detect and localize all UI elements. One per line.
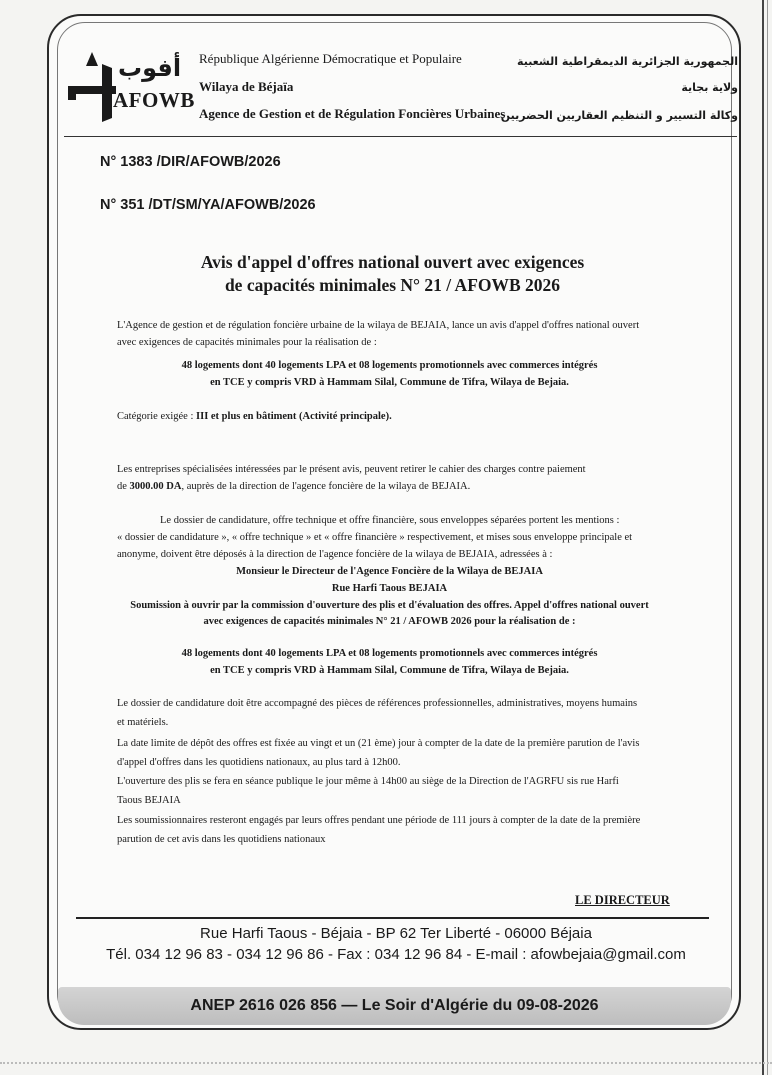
addressee-line1: Monsieur le Directeur de l'Agence Foncière de la Wilaya de BEJAIA	[236, 566, 543, 577]
companies-line2-prefix: de	[117, 481, 130, 492]
logo-arabic-text: أفوب	[118, 54, 182, 82]
deadline-line2: d'appel d'offres dans les quotidiens nationaux, au plus tard à 12h00.	[117, 757, 401, 768]
footer-address: Rue Harfi Taous - Béjaia - BP 62 Ter Liberté - 06000 Béjaia	[200, 925, 592, 942]
project-line1: 48 logements dont 40 logements LPA et 08 logements promotionnels avec commerces intégrés	[181, 360, 598, 371]
page-edge-line	[762, 0, 764, 1075]
header-wilaya-fr: Wilaya de Béjaïa	[199, 79, 294, 94]
logo-name: AFOWB	[113, 88, 195, 112]
category-line	[117, 409, 392, 425]
notice-title-line1: Avis d'appel d'offres national ouvert avec exigences	[200, 252, 585, 272]
docs-line2: et matériels.	[117, 717, 169, 728]
header-divider	[64, 136, 737, 137]
header-agency-fr: Agence de Gestion et de Régulation Foncières Urbaines	[199, 106, 506, 121]
reference-number-1: N° 1383 /DIR/AFOWB/2026	[100, 154, 281, 170]
project2-line1: 48 logements dont 40 logements LPA et 08 logements promotionnels avec commerces intégrés	[181, 648, 598, 659]
companies-line2	[117, 479, 470, 495]
header-republic-ar: الجمهورية الجزائرية الديمقراطية الشعبية	[517, 55, 738, 68]
submission-line2: avec exigences de capacités minimales N° 21 / AFOWB 2026 pour la réalisation de :	[203, 616, 576, 627]
publication-banner: ANEP 2616 026 856 — Le Soir d'Algérie du 09-08-2026	[58, 987, 731, 1025]
page-edge-line	[767, 0, 768, 1075]
signature-title: LE DIRECTEUR	[575, 893, 670, 907]
footer-divider	[76, 917, 709, 919]
header-agency-ar: وكالة التسيير و التنظيم العقاريين الحضريين	[500, 109, 738, 122]
docs-line1: Le dossier de candidature doit être accompagné des pièces de références professionnelles, administratives, moyens humains	[117, 698, 638, 709]
companies-line1: Les entreprises spécialisées intéressées par le présent avis, peuvent retirer le cahier des charges contre paiement	[117, 464, 586, 475]
opening-line1: L'ouverture des plis se fera en séance publique le jour même à 14h00 au siège de la Direction de l'AGRFU sis rue Harfi	[117, 776, 619, 787]
deadline-line1: La date limite de dépôt des offres est fixée au vingt et un (21 ème) jour à compter de la date de la première parution de l'avis	[117, 738, 640, 749]
addressee-line2: Rue Harfi Taous BEJAIA	[331, 583, 448, 594]
project2-line2: en TCE y compris VRD à Hammam Silal, Commune de Tifra, Wilaya de Bejaia.	[210, 665, 569, 676]
opening-line2: Taous BEJAIA	[117, 795, 181, 806]
price-value: 3000.00 DA	[129, 481, 182, 492]
dossier-line3: anonyme, doivent être déposés à la direction de l'agence foncière de la wilaya de BEJAIA, adressées à :	[117, 549, 553, 560]
intro-line1: L'Agence de gestion et de régulation foncière urbaine de la wilaya de BEJAIA, lance un avis d'appel d'offres national ouvert	[117, 320, 640, 331]
notice-title-line2: de capacités minimales N° 21 / AFOWB 2026	[224, 275, 561, 295]
footer-contacts: Tél. 034 12 96 83 - 034 12 96 86 - Fax : 034 12 96 84 - E-mail : afowbejaia@gmail.com	[106, 946, 686, 963]
category-value: III et plus en bâtiment (Activité principale).	[196, 411, 392, 422]
dossier-line1: Le dossier de candidature, offre technique et offre financière, sous enveloppes séparées portent les mentions :	[160, 515, 620, 526]
category-label: Catégorie exigée :	[117, 411, 197, 422]
page-dotted-edge	[0, 1062, 772, 1065]
dossier-line2: « dossier de candidature », « offre technique » et « offre financière » respectivement, et mises sous enveloppe principale et	[117, 532, 633, 543]
submission-line1: Soumission à ouvrir par la commission d'ouverture des plis et d'évaluation des offres. Appel d'offres national ouvert	[130, 600, 649, 611]
validity-line2: parution de cet avis dans les quotidiens nationaux	[117, 834, 326, 845]
validity-line1: Les soumissionnaires resteront engagés par leurs offres pendant une période de 111 jours à compter de la date de la première	[117, 815, 641, 826]
header-wilaya-ar: ولاية بجاية	[681, 81, 738, 94]
reference-number-2: N° 351 /DT/SM/YA/AFOWB/2026	[100, 197, 316, 213]
companies-line2-suffix: , auprès de la direction de l'agence foncière de la wilaya de BEJAIA.	[181, 481, 471, 492]
intro-line2: avec exigences de capacités minimales pour la réalisation de :	[117, 337, 377, 348]
header-republic-fr: République Algérienne Démocratique et Populaire	[199, 51, 462, 66]
project-line2: en TCE y compris VRD à Hammam Silal, Commune de Tifra, Wilaya de Bejaia.	[210, 377, 569, 388]
